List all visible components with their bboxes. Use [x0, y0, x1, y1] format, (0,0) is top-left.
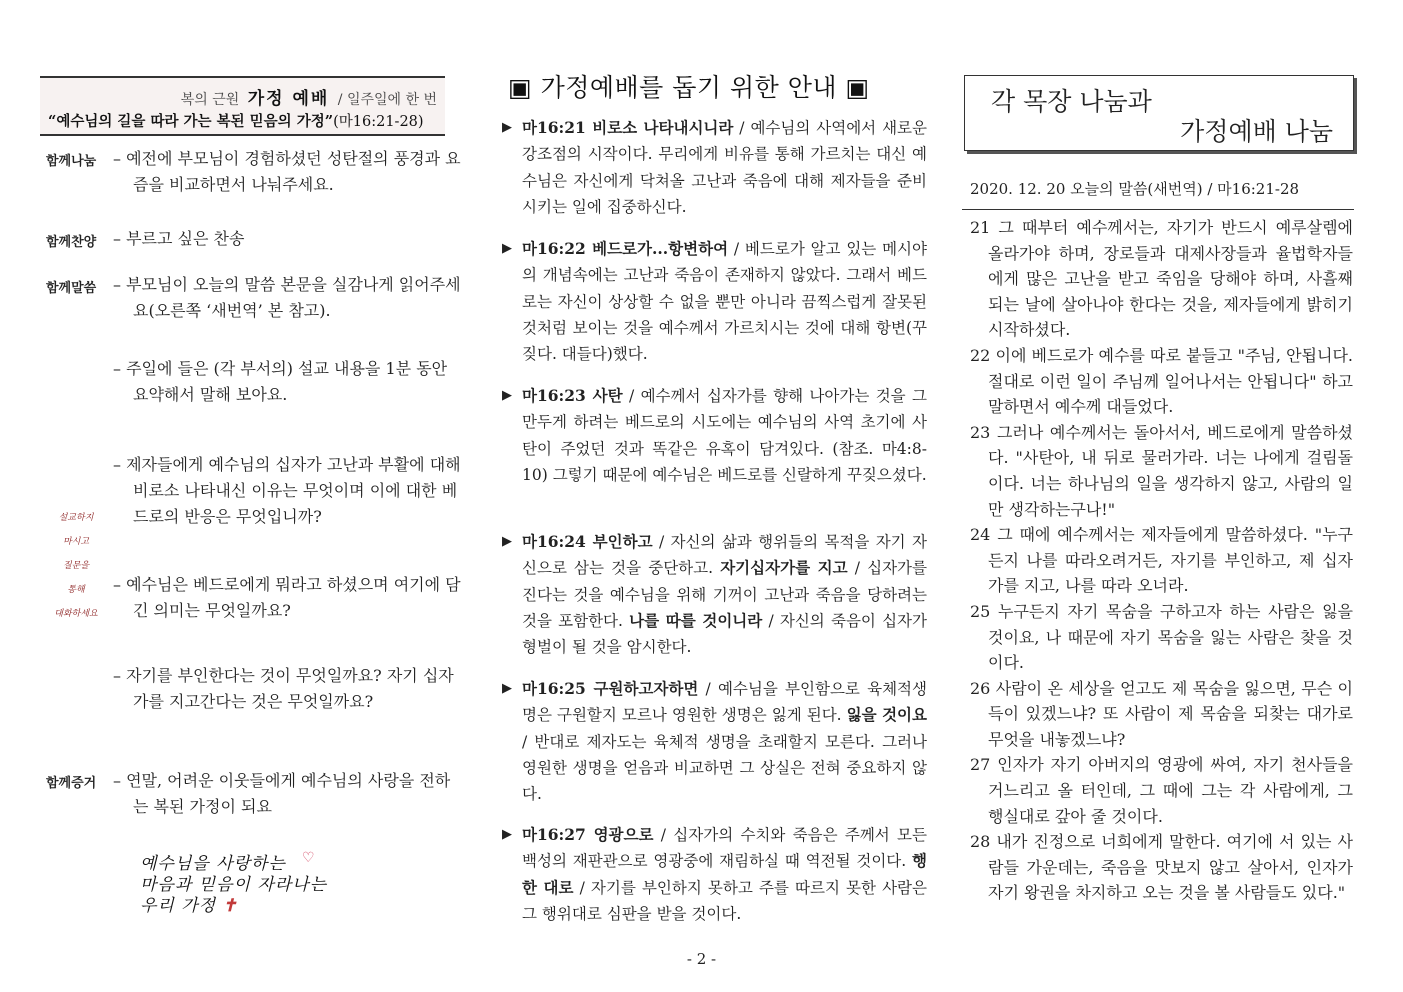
guide-text: / 자신의 삶과 행위들의 목적을 자기 자신으로 삼는 것을 중단하고.	[522, 533, 928, 578]
heart-icon: ♡	[302, 850, 315, 866]
guide-paragraph	[502, 822, 927, 927]
guide-term: 행한 대로	[522, 851, 927, 897]
bullet-triangle-icon: ▶	[502, 534, 512, 549]
guide-text: / 베드로가 알고 있는 메시야의 개념속에는 고난과 죽음이 존재하지 않았다. 그래서 베드로는 자신이 상상할 수 없을 뿐만 아니라 끔찍스럽게 잘못된 것처럼 보이는 것을 예수께서 가르치시는 것에 대해 항변(꾸짖다. 대들다)했다.	[522, 240, 927, 364]
verse: 26 사람이 온 세상을 얻고도 제 목숨을 잃으면, 무슨 이득이 있겠느냐? 또 사람이 제 목숨을 되찾는 대가로 무엇을 내놓겠느냐?	[970, 678, 1353, 749]
sharing-title-line2: 가정예배 나눔	[1180, 117, 1333, 146]
section-text-word-5: – 자기를 부인한다는 것이 무엇일까요? 자기 십자가를 지고간다는 것은 무엇일까요?	[113, 666, 454, 711]
section-label-praise: 함께찬양	[46, 235, 97, 250]
verse: 21 그 때부터 예수께서는, 자기가 반드시 예루살렘에 올라가야 하며, 장로들과 대제사장들과 율법학자들에게 많은 고난을 받고 죽임을 당해야 하며, 사흘째 되는 날에 살아나야 한다는 것을, 제자들에게 밝히기 시작하셨다.	[970, 218, 1353, 340]
section-text-sharing: – 예전에 부모님이 경험하셨던 성탄절의 풍경과 요즘을 비교하면서 나눠주세요.	[113, 149, 461, 194]
guide-paragraph	[502, 383, 927, 488]
section-text-word-4: – 예수님은 베드로에게 뭐라고 하셨으며 여기에 담긴 의미는 무엇일까요?	[113, 575, 461, 620]
worship-header-line1	[181, 84, 437, 109]
sharing-title-line1: 각 목장 나눔과	[991, 87, 1152, 116]
verse: 25 누구든지 자기 목숨을 구하고자 하는 사람은 잃을 것이요, 나 때문에 자기 목숨을 잃는 사람은 찾을 것이다.	[970, 601, 1353, 673]
guide-term: 마16:24 부인하고	[522, 532, 653, 551]
section-label-sharing: 함께나눔	[46, 154, 97, 169]
section-text-witness: – 연말, 어려운 이웃들에게 예수님의 사랑을 전하는 복된 가정이 되요	[113, 771, 451, 816]
scripture-date: 2020. 12. 20 오늘의 말씀(새번역) / 마16:21-28	[970, 180, 1300, 198]
side-note-line: 통해	[67, 585, 85, 595]
section-text-word-2: – 주일에 들은 (각 부서의) 설교 내용을 1분 동안 요약해서 말해 보아요.	[113, 359, 448, 404]
sharing-title-box	[964, 75, 1354, 151]
bullet-triangle-icon: ▶	[502, 681, 512, 696]
guide-text: / 예수님을 부인함으로 육체적생명은 구원할지 모르나 영원한 생명은 잃게 된다.	[522, 680, 927, 725]
verse: 27 인자가 자기 아버지의 영광에 싸여, 자기 천사들을 거느리고 올 터인데, 그 때에 그는 각 사람에게, 그 행실대로 갚아 줄 것이다.	[970, 755, 1353, 826]
worship-header	[40, 76, 445, 136]
calligraphy-line: 예수님을 사랑하는	[140, 854, 286, 874]
header-title: 가정 예배	[247, 89, 330, 109]
section-label-witness: 함께증거	[46, 776, 97, 791]
guide-term: 마16:21 비로소 나타내시니라	[522, 118, 734, 137]
header-prefix: 복의 근원	[180, 92, 240, 108]
section-text-word-1: – 부모님이 오늘의 말씀 본문을 실감나게 읽어주세요(오른쪽 ‘새번역’ 본 참고).	[113, 275, 461, 320]
side-note-line: 질문을	[62, 561, 90, 571]
divider	[962, 209, 1354, 210]
guide-term: 마16:25 구원하고자하면	[522, 679, 699, 698]
subtitle-text: “예수님의 길을 따라 가는 복된 믿음의 가정”	[48, 113, 334, 130]
bullet-triangle-icon: ▶	[502, 241, 512, 256]
bullet-triangle-icon: ▶	[502, 388, 512, 403]
guide-term: 나를 따를 것이니라	[629, 610, 763, 630]
section-label-word: 함께말씀	[46, 281, 97, 296]
guide-paragraph	[502, 676, 927, 807]
guide-text: / 자신의 죽음이 십자가 형벌이 될 것을 암시한다.	[522, 611, 928, 657]
guide-paragraph	[502, 529, 927, 660]
guide-term: 마16:27 영광으로	[522, 825, 654, 844]
section-text-praise: – 부르고 싶은 찬송	[113, 229, 245, 248]
side-note-line: 대화하세요	[54, 609, 98, 619]
verse: 28 내가 진정으로 너희에게 말한다. 여기에 서 있는 사람들 가운데는, 죽음을 맛보지 않고 살아서, 인자가 자기 왕권을 차지하고 오는 것을 볼 사람들도 있다."	[970, 832, 1353, 903]
guide-text: / 십자가의 수치와 죽음은 주께서 모든 백성의 재판관으로 영광중에 재림하실 때 역전될 것이다.	[522, 826, 927, 871]
verse: 23 그러나 예수께서는 돌아서서, 베드로에게 말씀하셨다. "사탄아, 내 뒤로 물러가라. 너는 나에게 걸림돌이다. 너는 하나님의 일을 생각하지 않고, 사람의 일만 생각하는구나!"	[970, 422, 1353, 519]
side-note	[44, 506, 108, 626]
guide-term: 잃을 것이요	[846, 705, 928, 725]
calligraphy-line: 마음과 믿음이 자라나는	[140, 875, 328, 895]
guide-paragraph	[502, 115, 927, 220]
guide-text: / 십자가를 진다는 것을 예수님을 위해 기꺼이 고난과 죽음을 당하려는 것을 포함한다.	[522, 559, 928, 630]
verse: 22 이에 베드로가 예수를 따로 붙들고 "주님, 안됩니다. 절대로 이런 일이 주님께 일어나서는 안됩니다" 하고 말하면서 예수께 대들었다.	[970, 345, 1353, 417]
worship-subtitle	[48, 110, 424, 131]
guide-paragraph	[502, 236, 927, 367]
cross-icon: ✝	[222, 896, 238, 916]
bullet-triangle-icon: ▶	[502, 120, 512, 135]
side-note-line: 마시고	[62, 537, 90, 547]
verse: 24 그 때에 예수께서는 제자들에게 말씀하셨다. "누구든지 나를 따라오려거든, 자기를 부인하고, 제 십자가를 지고, 나를 따라 오너라.	[970, 525, 1353, 596]
bullet-triangle-icon: ▶	[502, 827, 512, 842]
guide-text: / 반대로 제자도는 육체적 생명을 초래할지 모른다. 그러나 영원한 생명을 얻음과 비교하면 그 상실은 전혀 중요하지 않다.	[522, 732, 927, 804]
guide-text: / 자기를 부인하지 못하고 주를 따르지 못한 사람은 그 행위대로 심판을 받을 것이다.	[522, 878, 927, 923]
guide-term: 마16:22 베드로가...항변하여	[522, 239, 729, 258]
guide-term: 마16:23 사탄	[522, 386, 623, 405]
guide-title: ▣ 가정예배를 돕기 위한 안내 ▣	[508, 73, 870, 102]
guide-text: / 예수께서 십자가를 향해 나아가는 것을 그만두게 하려는 베드로의 시도에는 예수님의 사역 초기에 사탄이 주었던 것과 똑같은 유혹이 담겨있다. (참조. 마4:8-10) 그렇기 때문에 예수님은 베드로를 신랄하게 꾸짖으셨다.	[522, 387, 927, 484]
subtitle-ref: (마16:21-28)	[333, 114, 424, 130]
guide-text: / 예수님의 사역에서 새로운 강조점의 시작이다. 무리에게 비유를 통해 가르치는 대신 예수님은 자신에게 닥쳐올 고난과 죽음에 대해 제자들을 준비시키는 일에 집중하신다.	[522, 119, 927, 216]
side-note-line: 설교하지	[58, 513, 94, 523]
guide-term: 자기십자가를 지고	[720, 558, 848, 578]
calligraphy-line: 우리 가정	[140, 896, 217, 916]
page-number: - 2 -	[686, 950, 717, 968]
section-text-word-3: – 제자들에게 예수님의 십자가 고난과 부활에 대해 비로소 나타내신 이유는 무엇이며 이에 대한 베드로의 반응은 무엇입니까?	[113, 455, 461, 526]
scripture-passage	[970, 215, 1353, 906]
header-suffix: / 일주일에 한 번	[337, 92, 437, 108]
